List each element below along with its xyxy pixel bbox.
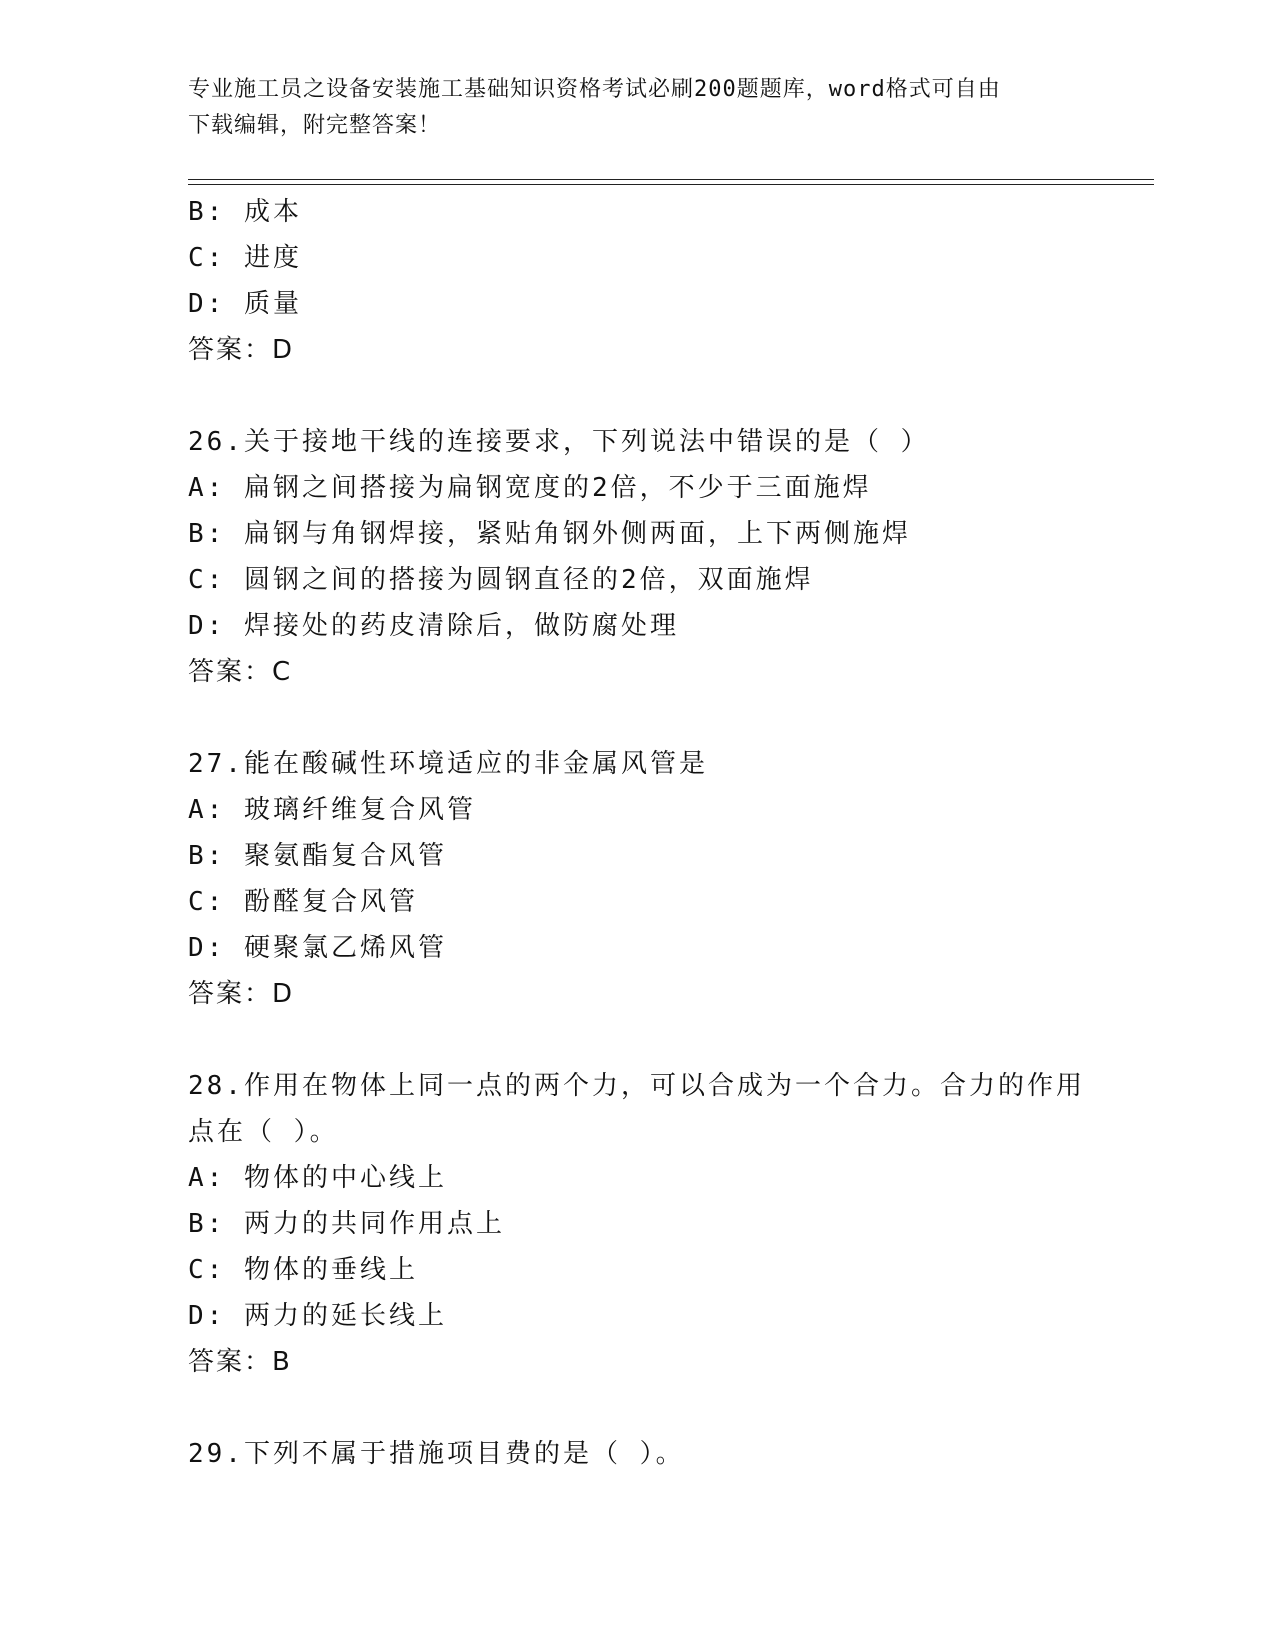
question-28 — [188, 1063, 1108, 1385]
answer-line: 答案：B — [188, 1347, 292, 1377]
option-a: A: 扁钢之间搭接为扁钢宽度的2倍，不少于三面施焊 — [188, 473, 872, 503]
question-text-line-2: 点在（ ）。 — [188, 1117, 339, 1147]
answer-line: 答案：D — [188, 979, 295, 1009]
option-c: C: 圆钢之间的搭接为圆钢直径的2倍，双面施焊 — [188, 565, 814, 595]
header-divider-bottom — [188, 184, 1154, 185]
header-title-line-2: 下载编辑，附完整答案！ — [188, 113, 442, 138]
option-c: C: 进度 — [188, 243, 302, 273]
option-c: C: 物体的垂线上 — [188, 1255, 418, 1285]
question-26 — [188, 419, 1108, 695]
spacer — [188, 695, 1108, 741]
question-text: 26.关于接地干线的连接要求，下列说法中错误的是（ ） — [188, 427, 930, 457]
option-d: D: 焊接处的药皮清除后，做防腐处理 — [188, 611, 679, 641]
answer-line: 答案：C — [188, 657, 293, 687]
option-a: A: 物体的中心线上 — [188, 1163, 447, 1193]
document-body — [188, 189, 1108, 1477]
option-b: B: 聚氨酯复合风管 — [188, 841, 447, 871]
header-title-line-1: 专业施工员之设备安装施工基础知识资格考试必刷200题题库，word格式可自由 — [188, 77, 1001, 102]
spacer — [188, 373, 1108, 419]
question-25-continued — [188, 189, 1108, 373]
document-header — [188, 72, 1068, 144]
option-b: B: 两力的共同作用点上 — [188, 1209, 505, 1239]
option-b: B: 成本 — [188, 197, 302, 227]
question-text-line-1: 28.作用在物体上同一点的两个力，可以合成为一个合力。合力的作用 — [188, 1071, 1085, 1101]
question-27 — [188, 741, 1108, 1017]
option-d: D: 两力的延长线上 — [188, 1301, 447, 1331]
spacer — [188, 1385, 1108, 1431]
answer-line: 答案：D — [188, 335, 295, 365]
question-text: 27.能在酸碱性环境适应的非金属风管是 — [188, 749, 708, 779]
spacer — [188, 1017, 1108, 1063]
option-c: C: 酚醛复合风管 — [188, 887, 418, 917]
option-d: D: 硬聚氯乙烯风管 — [188, 933, 447, 963]
question-29 — [188, 1431, 1108, 1477]
header-divider-top — [188, 179, 1154, 180]
option-a: A: 玻璃纤维复合风管 — [188, 795, 476, 825]
question-text: 29.下列不属于措施项目费的是（ ）。 — [188, 1439, 685, 1469]
option-b: B: 扁钢与角钢焊接，紧贴角钢外侧两面，上下两侧施焊 — [188, 519, 911, 549]
option-d: D: 质量 — [188, 289, 302, 319]
